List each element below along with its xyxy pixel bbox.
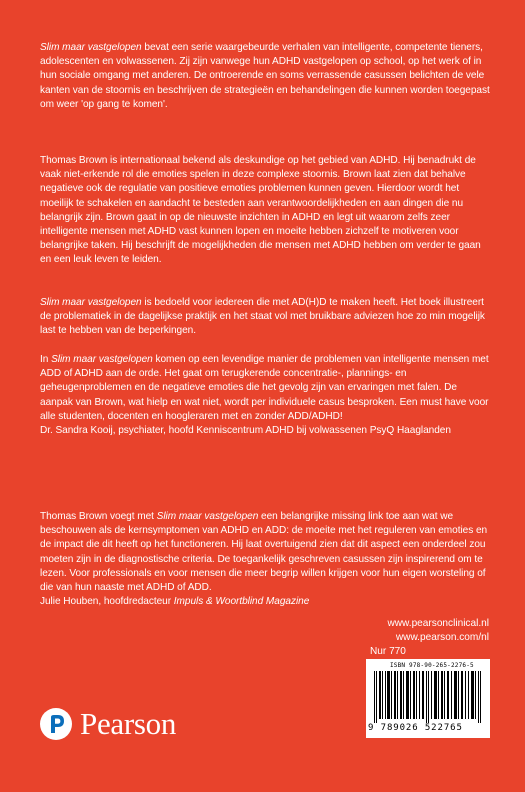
review-quote-kooij — [40, 353, 490, 438]
book-title-italic: Slim maar vastgelopen — [40, 297, 142, 308]
barcode-block — [366, 646, 490, 738]
paragraph-text: komen op een levendige manier de problemen van intelligente mensen met ADD of ADHD aan de orde. Het gaat om terugkerende concentratie-, plannings- en geheugenproblemen en de negatieve emoties die het gevolg zijn van ervaringen met falen. De aanpak van Brown, wat hielp en wat niet, wordt per individuele casus besproken. Een must have voor alle studenten, docenten en hoogleraren met en zonder ADD/ADHD! — [40, 354, 489, 422]
publisher-urls — [387, 617, 489, 645]
paragraph-text: bevat een serie waargebeurde verhalen van intelligente, competente tieners, adolescenten en volwassenen. Zij zijn vanwege hun ADHD vastgelopen op school, op het werk of in hun sociale omgang met anderen. De ontroerende en soms verrassende casussen belichten de vele kanten van de stoornis en beschrijven de strategieën en behandelingen die kunnen worden toegepast om weer 'op gang te komen'. — [40, 42, 490, 110]
url-pearsonclinical[interactable]: www.pearsonclinical.nl — [387, 618, 489, 629]
book-title-italic: Slim maar vastgelopen — [40, 42, 142, 53]
pearson-wordmark: Pearson — [80, 705, 177, 741]
blurb-paragraph-author — [40, 154, 490, 268]
pearson-logo — [40, 701, 176, 746]
review-attribution: Julie Houben, hoofdredacteur Impuls & Woortblind Magazine — [40, 596, 310, 608]
barcode-panel — [366, 659, 490, 738]
blurb-paragraph-intro — [40, 41, 490, 112]
pearson-p-logo-icon — [40, 708, 72, 740]
barcode-bars — [372, 671, 484, 723]
magazine-title-italic: Impuls & Woortblind Magazine — [173, 596, 310, 608]
isbn-label: ISBN 978-90-265-2276-5 — [390, 662, 474, 669]
nur-code: Nur 770 — [370, 646, 406, 657]
paragraph-prefix: Thomas Brown voegt met — [40, 511, 157, 522]
book-title-italic: Slim maar vastgelopen — [51, 354, 153, 365]
paragraph-text: een belangrijke missing link toe aan wat we beschouwen als de kernsymptomen van ADHD en ADD: de moeite met het reguleren van emoties en de impact die dit heeft op het functioneren. Hij laat overtuigend zien dat dit aspect een onderdeel zou moeten zijn in de diagnostische criteria. De toegankelijk geschreven casussen zijn inspirerend om te lezen. Voor professionals en voor mensen die meer begrip willen krijgen voor hun eigen worsteling of die van hun naaste met ADHD of ADD. — [40, 511, 488, 594]
url-pearson[interactable]: www.pearson.com/nl — [395, 632, 489, 644]
paragraph-text: Thomas Brown is internationaal bekend als deskundige op het gebied van ADHD. Hij benadrukt de vaak niet-erkende rol die emoties spelen in deze complexe stoornis. Brown laat zien dat behalve negatieve ook de regulatie van positieve emoties problemen kunnen geven. Hierdoor wordt het moeilijk te schakelen en aandacht te besteden aan verantwoordelijkheden en aan dingen die nu belangrijk zijn. Brown gaat in op de nieuwste inzichten in ADHD en legt uit waarom zelfs zeer intelligente mensen met ADHD vast kunnen lopen en moeite hebben zichzelf te motiveren voor belangrijke taken. Hij beschrijft de mogelijkheden die mensen met ADHD hebben om verder te gaan en een leuk leven te leiden. — [40, 155, 481, 266]
paragraph-text: is bedoeld voor iedereen die met AD(H)D te maken heeft. Het boek illustreert de problematiek in de dagelijkse praktijk en het staat vol met bruikbare adviezen hoe zo min mogelijk last te hebben van de beperkingen. — [40, 297, 485, 337]
review-attribution: Dr. Sandra Kooij, psychiater, hoofd Kenniscentrum ADHD bij volwassenen PsyQ Haaglanden — [40, 425, 451, 437]
barcode-digits: 9 789026 522765 — [368, 723, 463, 733]
review-quote-houben — [40, 510, 490, 609]
paragraph-prefix: In — [40, 354, 52, 365]
blurb-paragraph-audience — [40, 296, 490, 339]
book-title-italic: Slim maar vastgelopen — [156, 511, 259, 522]
